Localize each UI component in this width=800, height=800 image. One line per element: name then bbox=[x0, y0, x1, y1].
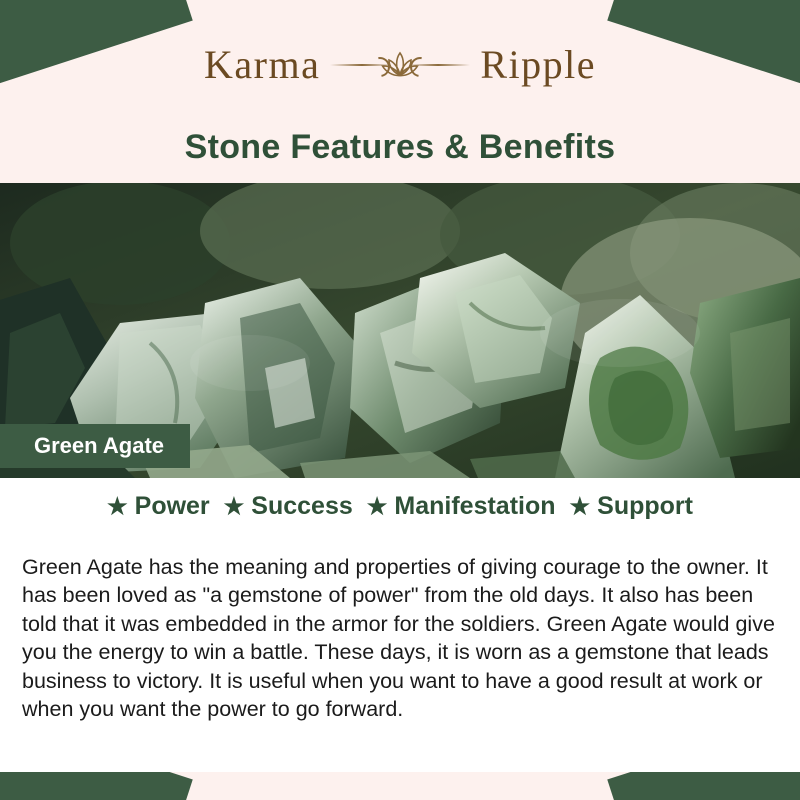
benefit-item-success bbox=[224, 492, 353, 521]
star-icon: ★ bbox=[107, 493, 128, 519]
page-title: Stone Features & Benefits bbox=[184, 128, 616, 166]
brand-name-right: Ripple bbox=[480, 41, 596, 87]
benefit-item-support bbox=[570, 492, 693, 521]
benefit-label: Manifestation bbox=[394, 492, 556, 520]
benefit-label: Power bbox=[134, 492, 210, 520]
title-band bbox=[0, 128, 800, 183]
star-icon: ★ bbox=[366, 493, 388, 519]
lotus-icon bbox=[380, 49, 420, 79]
description-text: Green Agate has the meaning and properties of giving courage to the owner. It has been loved as "a gemstone of power" from the old days. It also has been told that it was embedded in the armor for the soldiers. Green Agate would give you the energy to win a battle. These days, it is worn as a gemstone that leads business to victory. It is useful when you want to have a good result at work or when you want the power to go forward. bbox=[22, 554, 775, 722]
benefit-item-manifestation bbox=[367, 492, 556, 521]
description-section bbox=[0, 527, 800, 766]
benefits-row bbox=[0, 478, 800, 527]
brand-name-left: Karma bbox=[204, 41, 321, 87]
stone-name-label: Green Agate bbox=[0, 424, 190, 468]
bottom-spacer bbox=[0, 766, 800, 772]
benefit-label: Success bbox=[251, 492, 353, 520]
benefit-label: Support bbox=[597, 492, 693, 520]
benefit-item-power bbox=[107, 492, 210, 521]
brand-header bbox=[0, 0, 800, 128]
star-icon: ★ bbox=[569, 493, 591, 519]
hero-image bbox=[0, 183, 800, 478]
swash-right-decoration bbox=[412, 64, 470, 66]
brand-logo bbox=[330, 41, 470, 87]
star-icon: ★ bbox=[223, 493, 245, 519]
